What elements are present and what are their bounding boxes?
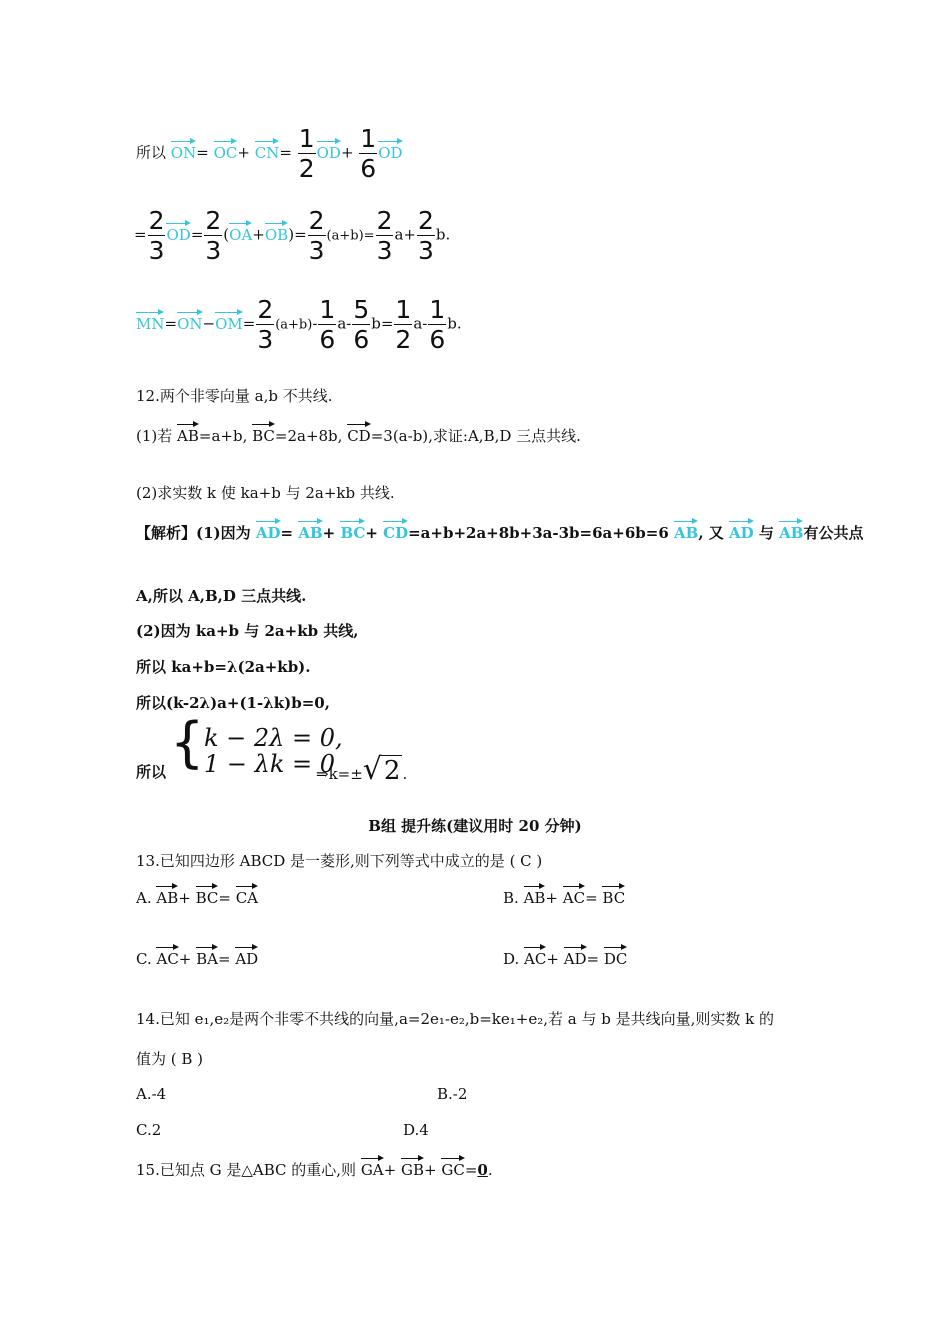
- solution-line-5: 所以(k-2λ)a+(1-λk)b=0,: [136, 694, 330, 712]
- vector-BC: BC: [602, 889, 626, 907]
- text: b.: [435, 225, 451, 244]
- vector-CD: CD: [347, 427, 371, 445]
- vector-OB: OB: [264, 225, 289, 244]
- fraction: [148, 208, 166, 263]
- numerator: 2: [257, 295, 274, 324]
- vector-AB: AB: [674, 524, 699, 542]
- option-C: [136, 950, 258, 968]
- option-B: [503, 889, 625, 907]
- text: (a+b)=: [326, 228, 375, 244]
- denominator: 6: [360, 154, 377, 183]
- text: +: [365, 524, 384, 542]
- numerator: 1: [319, 295, 336, 324]
- text: -: [312, 314, 318, 333]
- option-A: A.-4: [136, 1085, 167, 1103]
- vector-GC: GC: [441, 1161, 465, 1179]
- text: a-: [337, 314, 352, 333]
- vector-AC: AC: [524, 950, 547, 968]
- solution-result: [316, 752, 407, 787]
- text: (1)因为: [196, 524, 256, 542]
- vector-AB: AB: [156, 889, 179, 907]
- question-12-part-1: [136, 425, 581, 446]
- question-12-part-2: (2)求实数 k 使 ka+b 与 2a+kb 共线.: [136, 484, 395, 502]
- sqrt-argument: 2: [383, 756, 401, 786]
- numerator: 2: [417, 206, 434, 235]
- solution-line-3: (2)因为 ka+b 与 2a+kb 共线,: [136, 622, 359, 640]
- numerator: 2: [205, 206, 222, 235]
- text: +: [178, 889, 196, 907]
- vector-AB: AB: [779, 524, 804, 542]
- vector-AD: AD: [235, 950, 259, 968]
- text: +: [340, 143, 354, 162]
- option-label: C.: [136, 950, 157, 968]
- text: +: [178, 950, 197, 968]
- option-D: D.4: [403, 1121, 429, 1139]
- text: =: [294, 225, 307, 244]
- text: =: [164, 314, 178, 333]
- fraction: [417, 208, 435, 263]
- denominator: 3: [257, 325, 274, 354]
- text: +: [237, 143, 250, 162]
- numerator: 1: [298, 124, 315, 153]
- fraction: [359, 126, 377, 181]
- text: b=: [371, 314, 394, 333]
- vector-ON: ON: [177, 314, 203, 333]
- vector-AD: AD: [563, 950, 587, 968]
- text: −: [202, 314, 216, 333]
- text: =: [242, 314, 256, 333]
- fraction: [298, 126, 316, 181]
- solution-label: 【解析】: [136, 524, 197, 542]
- fraction: [308, 208, 326, 263]
- denominator: 6: [429, 325, 446, 354]
- numerator: 2: [376, 206, 393, 235]
- text: +: [252, 225, 265, 244]
- system-row-1: k − 2λ = 0,: [204, 724, 343, 752]
- text: +: [322, 524, 341, 542]
- fraction: [394, 297, 412, 352]
- vector-AD: AD: [729, 524, 754, 542]
- text: =: [279, 143, 292, 162]
- text: =: [586, 950, 604, 968]
- denominator: 6: [319, 325, 336, 354]
- vector-AC: AC: [156, 950, 179, 968]
- question-15: [136, 1159, 493, 1180]
- vector-DC: DC: [603, 950, 628, 968]
- text: ): [288, 225, 295, 244]
- equation-line-1: [136, 126, 403, 181]
- solution-line-4: 所以 ka+b=λ(2a+kb).: [136, 658, 311, 676]
- vector-BA: BA: [196, 950, 218, 968]
- numerator: 5: [353, 295, 370, 324]
- text: (: [223, 225, 230, 244]
- numerator: 1: [429, 295, 446, 324]
- text: =a+b,: [198, 427, 253, 445]
- text: +: [546, 950, 564, 968]
- vector-GA: GA: [360, 1161, 384, 1179]
- numerator: 2: [308, 206, 325, 235]
- text: b.: [447, 314, 462, 333]
- text: +: [545, 889, 563, 907]
- text: +: [383, 1161, 401, 1179]
- question-12-stem: 12.两个非零向量 a,b 不共线.: [136, 387, 333, 405]
- fraction: [428, 297, 446, 352]
- denominator: 2: [395, 325, 412, 354]
- vector-OD: OD: [378, 143, 403, 162]
- denominator: 3: [308, 236, 325, 265]
- text: =: [218, 889, 236, 907]
- numerator: 1: [395, 295, 412, 324]
- text: 15.已知点 G 是△ABC 的重心,则: [136, 1161, 361, 1179]
- vector-ON: ON: [170, 143, 197, 162]
- text: 有公共点: [803, 524, 864, 542]
- vector-AB: AB: [177, 427, 199, 445]
- text: +: [424, 1161, 442, 1179]
- text: =: [464, 1161, 478, 1179]
- fraction: [204, 208, 222, 263]
- denominator: 3: [148, 236, 165, 265]
- text: =: [134, 225, 147, 244]
- option-A: [136, 889, 258, 907]
- vector-BC: BC: [340, 524, 366, 542]
- text: =: [190, 225, 204, 244]
- vector-CN: CN: [254, 143, 280, 162]
- solution-line-6-prefix: 所以: [136, 763, 167, 781]
- denominator: 3: [376, 236, 393, 265]
- option-label: B.: [503, 889, 524, 907]
- denominator: 3: [205, 236, 222, 265]
- text: =: [280, 524, 299, 542]
- text: =3(a-b),求证:A,B,D 三点共线.: [370, 427, 581, 445]
- vector-CA: CA: [235, 889, 259, 907]
- text: =: [196, 143, 209, 162]
- vector-AB: AB: [298, 524, 323, 542]
- vector-BC: BC: [252, 427, 275, 445]
- text: .: [487, 1161, 493, 1179]
- equation-line-3: [136, 297, 462, 352]
- left-brace: {: [170, 711, 205, 774]
- fraction: [318, 297, 336, 352]
- text: =: [585, 889, 603, 907]
- fraction: [352, 297, 370, 352]
- vector-BC: BC: [195, 889, 219, 907]
- numerator: 1: [360, 124, 377, 153]
- text: , 又: [698, 524, 729, 542]
- denominator: 2: [298, 154, 315, 183]
- vector-OD: OD: [316, 143, 341, 162]
- vector-AB: AB: [523, 889, 546, 907]
- section-heading: B组 提升练(建议用时 20 分钟): [368, 817, 582, 835]
- text: =: [218, 950, 236, 968]
- fraction: [376, 208, 394, 263]
- solution-line-2: A,所以 A,B,D 三点共线.: [136, 587, 307, 605]
- equation-line-2: [134, 208, 450, 263]
- vector-OD: OD: [166, 225, 191, 244]
- fraction: [256, 297, 274, 352]
- text: .: [402, 765, 408, 783]
- vector-OC: OC: [213, 143, 238, 162]
- option-D: [503, 950, 627, 968]
- answer-zero: 0: [477, 1161, 488, 1179]
- question-14-line-1: 14.已知 e₁,e₂是两个非零不共线的向量,a=2e₁-e₂,b=ke₁+e₂,若 a 与 b 是共线向量,则实数 k 的: [136, 1010, 775, 1028]
- option-C: C.2: [136, 1121, 162, 1139]
- sqrt-symbol: √: [362, 752, 382, 787]
- text: 所以: [136, 143, 167, 162]
- vector-AD: AD: [255, 524, 281, 542]
- vector-CD: CD: [383, 524, 409, 542]
- vector-AC: AC: [562, 889, 586, 907]
- text: (1)若: [136, 427, 178, 445]
- text: ⇒k=±: [316, 765, 363, 783]
- numerator: 2: [148, 206, 165, 235]
- text: =a+b+2a+8b+3a-3b=6a+6b=6: [408, 524, 674, 542]
- solution-line-1: [136, 522, 863, 543]
- question-13-stem: 13.已知四边形 ABCD 是一菱形,则下列等式中成立的是 ( C ): [136, 852, 543, 870]
- option-label: D.: [503, 950, 525, 968]
- option-B: B.-2: [437, 1085, 468, 1103]
- vector-MN: MN: [136, 314, 165, 333]
- vector-GB: GB: [401, 1161, 425, 1179]
- vector-OM: OM: [215, 314, 243, 333]
- text: a-: [413, 314, 428, 333]
- text: 与: [753, 524, 780, 542]
- option-label: A.: [136, 889, 157, 907]
- denominator: 6: [353, 325, 370, 354]
- text: (a+b): [275, 317, 313, 333]
- question-14-line-2: 值为 ( B ): [136, 1050, 204, 1068]
- text: a+: [394, 225, 416, 244]
- denominator: 3: [417, 236, 434, 265]
- system-row-2: 1 − λk = 0: [204, 750, 336, 778]
- vector-OA: OA: [229, 225, 253, 244]
- text: =2a+8b,: [274, 427, 348, 445]
